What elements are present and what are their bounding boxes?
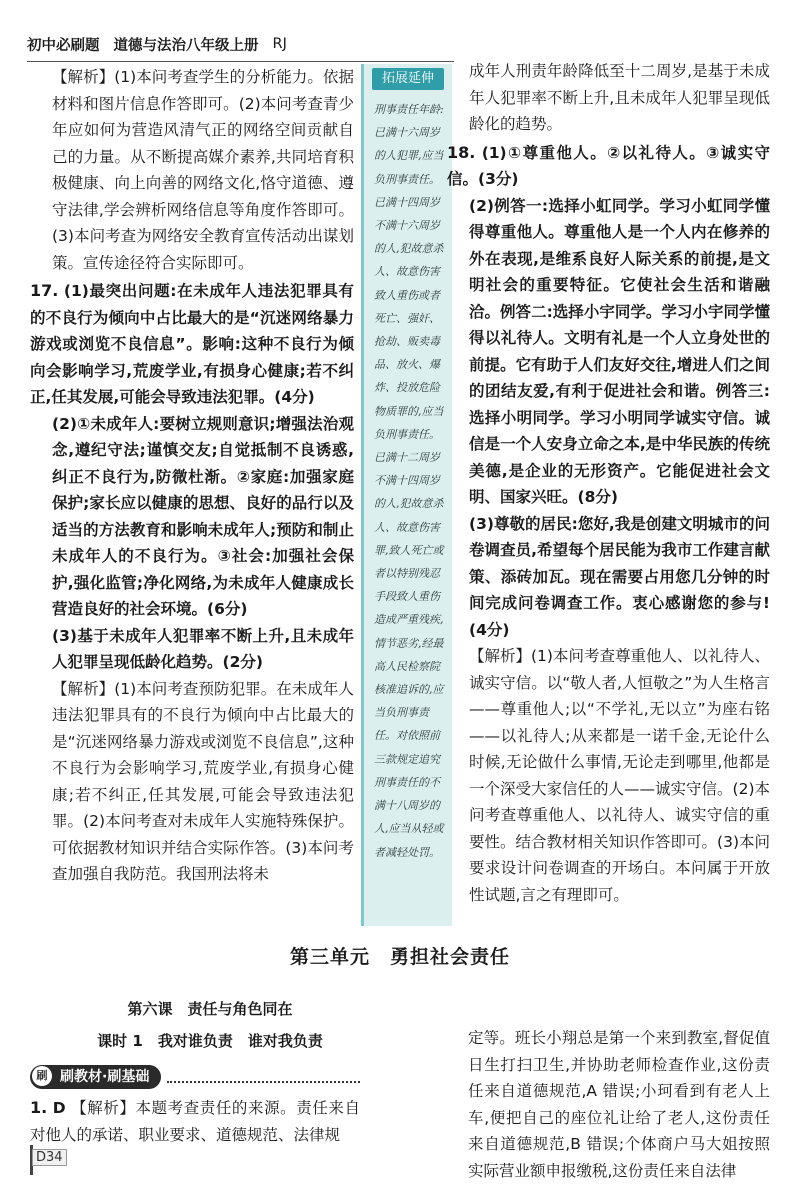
sidebar-title: 拓展延伸	[372, 68, 444, 90]
question-1-number: 1.	[30, 1098, 48, 1117]
analysis-16: 【解析】(1)本问考查学生的分析能力。依据材料和图片信息作答即可。(2)本问考查青少年应如何为营造风清气正的网络空间贡献自己的力量。从不断提高媒介素养,共同培育积极健康、向上向善的网络文化,恪守道德、遵守法律,学会辨析网络信息等角度作答即可。(3)本问考查为网络安全教育宣传活动出谋划策。宣传途径符合实际即可。	[52, 68, 354, 272]
answer-17-3: (3)基于未成年人犯罪率不断上升,且未成年人犯罪呈现低龄化趋势。(2分)	[52, 626, 354, 671]
section-banner	[30, 1064, 360, 1090]
analysis-1-continued: 定等。班长小翔总是第一个来到教室,督促值日生打扫卫生,并协助老师检查作业,这份责任来自道德规范,A 错误;小珂看到有老人上车,便把自己的座位礼让给了老人,这份责任来自道德规范,B 错误;个体商户马大姐按照实际营业额申报缴税,这份责任来自法律	[468, 1029, 770, 1180]
question-18-part1	[447, 140, 770, 193]
right-column	[447, 58, 770, 908]
question-18-number: 18.	[447, 142, 476, 162]
series-title: 初中必刷题	[27, 37, 100, 54]
brush-icon: 刷	[32, 1066, 52, 1086]
page-header	[27, 30, 447, 58]
unit-title: 第三单元 勇担社会责任	[289, 946, 510, 968]
answer-17-2: (2)①未成年人:要树立规则意识;增强法治观念,遵纪守法;谨慎交友;自觉抵制不良诱惑,纠正不良行为,防微杜渐。②家庭:加强家庭保护;家长应以健康的思想、良好的品行以及适当的方法教育和影响未成年人;预防和制止未成年人的不良行为。③社会:加强社会保护,强化监管;净化网络,为未成年人健康成长营造良好的社会环境。(6分)	[52, 414, 354, 618]
banner-label: 刷教材·刷基础	[60, 1069, 150, 1085]
book-title: 道德与法治八年级上册	[113, 37, 259, 54]
page-number: D34	[32, 1149, 67, 1166]
analysis-18: 【解析】(1)本问考查尊重他人、以礼待人、诚实守信。以“敬人者,人恒敬之”为人生格言——尊重他人;以“不学礼,无以立”为座右铭——以礼待人;从来都是一诺千金,无论什么时候,无论做什么事情,无论走到哪里,他都是一个深受大家信任的人——诚实守信。(2)本问考查尊重他人、以礼待人、诚实守信的重要性。结合教材相关知识作答即可。(3)本问要求设计问卷调查的开场白。本问属于开放性试题,言之有理即可。	[469, 647, 770, 904]
banner-dotted-line	[167, 1071, 360, 1083]
lesson-title: 第六课 责任与角色同在	[127, 1000, 293, 1018]
analysis-17-continued: 成年人刑责年龄降低至十二周岁,是基于未成年人犯罪率不断上升,且未成年人犯罪呈现低龄化的趋势。	[469, 62, 770, 133]
question-1-answer: D	[52, 1099, 66, 1117]
left-column	[30, 64, 354, 888]
answer-18-2: (2)例答一:选择小虹同学。学习小虹同学懂得尊重他人。尊重他人是一个人内在修养的外在表现,是维系良好人际关系的前提,是文明社会的重要特征。它使社会生活和谐融洽。例答二:选择小宇同学。学习小宇同学懂得以礼待人。文明有礼是一个人立身处世的前提。它有助于人们友好交往,增进人们之间的团结友爱,有利于促进社会和谐。例答三:选择小明同学。学习小明同学诚实守信。诚信是一个人安身立命之本,是中华民族的传统美德,是企业的无形资产。它能促进社会文明、国家兴旺。(8分)	[469, 196, 770, 506]
answer-18-3: (3)尊敬的居民:您好,我是创建文明城市的问卷调查员,希望每个居民能为我市工作建言献策、添砖加瓦。现在需要占用您几分钟的时间完成问卷调查工作。衷心感谢您的参与!(4分)	[469, 514, 770, 639]
sidebar-text: 刑事责任年龄:已满十六周岁的人犯罪,应当负刑事责任。已满十四周岁不满十六周岁的人,犯故意杀人、故意伤害致人重伤或者死亡、强奸、抢劫、贩卖毒品、放火、爆炸、投放危险物质罪的,应当负刑事责任。已满十二周岁不满十四周岁的人,犯故意杀人、故意伤害罪,致人死亡或者以特别残忍手段致人重伤造成严重残疾,情节恶劣,经最高人民检察院核准追诉的,应当负刑事责任。对依照前三款规定追究刑事责任的不满十八周岁的人,应当从轻或者减轻处罚。	[374, 103, 444, 859]
banner-badge	[30, 1065, 161, 1089]
header-divider	[27, 61, 454, 62]
edition-label: RJ	[272, 36, 287, 52]
question-1	[30, 1095, 360, 1148]
question-1-analysis: 【解析】本题考查责任的来源。责任来自对他人的承诺、职业要求、道德规范、法律规	[30, 1099, 360, 1144]
answer-18-1: (1)①尊重他人。②以礼待人。③诚实守信。(3分)	[447, 143, 770, 188]
extension-sidebar	[361, 64, 452, 926]
question-17-number: 17.	[30, 281, 59, 300]
question-17-part1	[30, 278, 354, 411]
period-title: 课时 1 我对谁负责 谁对我负责	[97, 1032, 323, 1050]
answer-17-1: (1)最突出问题:在未成年人违法犯罪具有的不良行为倾向中占比最大的是“沉迷网络暴力游戏或浏览不良信息”。影响:这种不良行为倾向会影响学习,荒废学业,有损身心健康;若不纠正,任其发展,可能会导致违法犯罪。(4分)	[30, 282, 354, 406]
question-1-continued	[468, 1025, 770, 1184]
analysis-17: 【解析】(1)本问考查预防犯罪。在未成年人违法犯罪具有的不良行为倾向中占比最大的是“沉迷网络暴力游戏或浏览不良信息”,这种不良行为会影响学习,荒废学业,有损身心健康;若不纠正,任其发展,可能会导致违法犯罪。(2)本问考查对未成年人实施特殊保护。可依据教材知识并结合实际作答。(3)本问考查加强自我防范。我国刑法将未	[52, 679, 354, 883]
